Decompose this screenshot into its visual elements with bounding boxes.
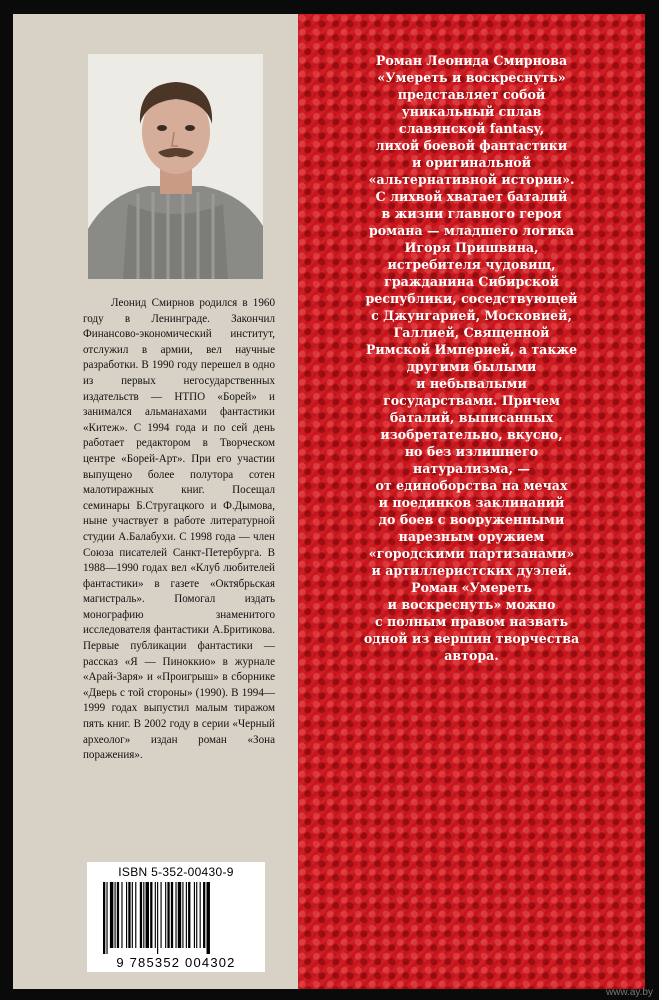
blurb-line: Роман Леонида Смирнова: [375, 53, 568, 68]
barcode-icon: [101, 882, 251, 954]
blurb-line: романа — младшего логика: [368, 223, 575, 238]
blurb-line: и поединков заклинаний: [378, 495, 565, 510]
blurb-line: «альтернативной истории».: [368, 172, 575, 187]
blurb-line: «городскими партизанами»: [368, 546, 575, 561]
blurb-line: одной из вершин творчества: [363, 631, 580, 646]
blurb-line: но без излишнего: [404, 444, 539, 459]
blurb-line: истребителя чудовищ,: [387, 257, 556, 272]
blurb-line: уникальный сплав: [401, 104, 542, 119]
blurb-line: с Джунгарией, Московией,: [371, 308, 572, 323]
blurb-line: Игоря Пришвина,: [404, 240, 539, 255]
blurb-line: до боев с вооруженными: [378, 512, 565, 527]
blurb-line: и небывалыми: [416, 376, 527, 391]
blurb-line: другими былыми: [406, 359, 537, 374]
author-biography: Леонид Смирнов родился в 1960 году в Ленинграде. Закончил Финансово-экономический институт, отслужил в армии, вел научные разработки. В 1990 году перешел в одно из первых негосударственных издательств — НТПО «Борей» и занимался альманахами фантастики «Китеж». С 1994 года и по сей день работает редактором в Творческом центре «Борей-Арт». При его участии выпущено более полутора сотен малотиражных книг. Посещал семинары Б.Стругацкого и Ф.Дымова, ныне участвует в работе литературной студии А.Балабухи. С 1998 года — член Союза писателей Санкт-Петербурга. В 1988—1990 годах вел «Клуб любителей фантастики» в газете «Октябрьская магистраль». Помогал издать монографию знаменитого исследователя фантастики А.Бритикова. Первые публикации фантастики — рассказ «Я — Пиноккио» в журнале «Арай-Заря» и «Проигрыш» в сборнике «Дверь с той стороны» (1990). В 1994—1999 годах выпустил малым тиражом пять книг. В 2002 году в серии «Черный археолог» издан роман «Зона поражения».: [83, 297, 275, 762]
blurb-line: республики, соседствующей: [365, 291, 578, 306]
blurb-line: баталий, выписанных: [389, 410, 554, 425]
blurb-line: государствами. Причем: [383, 393, 560, 408]
blurb-panel: [298, 14, 645, 989]
blurb-line: «Умереть и воскреснуть»: [377, 70, 566, 85]
book-blurb: [298, 52, 645, 664]
blurb-line: в жизни главного героя: [381, 206, 562, 221]
blurb-line: нарезным оружием: [398, 529, 545, 544]
blurb-line: гражданина Сибирской: [384, 274, 559, 289]
blurb-line: С лихвой хватает баталий: [375, 189, 568, 204]
blurb-line: Римской Империей, а также: [365, 342, 578, 357]
blurb-line: от единоборства на мечах: [375, 478, 568, 493]
author-portrait-image: [88, 54, 263, 279]
author-panel: [13, 14, 298, 989]
blurb-line: натурализма, —: [413, 461, 530, 476]
blurb-line: и оригинальной: [411, 155, 532, 170]
book-back-cover: [13, 14, 645, 989]
blurb-line: и воскреснуть» можно: [387, 597, 556, 612]
blurb-line: и артиллеристских дуэлей.: [371, 563, 572, 578]
isbn-number: ISBN 5-352-00430-9: [118, 865, 234, 879]
blurb-line: Роман «Умереть: [411, 580, 532, 595]
isbn-barcode-block: [87, 862, 265, 972]
blurb-line: автора.: [444, 648, 499, 663]
ean-number: 9 785352 004302: [116, 955, 236, 970]
blurb-line: с полным правом назвать: [374, 614, 569, 629]
blurb-line: лихой боевой фантастики: [375, 138, 568, 153]
watermark: www.ay.by: [605, 987, 653, 998]
blurb-line: изобретательно, вкусно,: [380, 427, 563, 442]
blurb-line: славянской fantasy,: [398, 121, 545, 136]
blurb-line: представляет собой: [397, 87, 546, 102]
author-photo: [88, 54, 263, 279]
blurb-line: Галлией, Священной: [393, 325, 550, 340]
